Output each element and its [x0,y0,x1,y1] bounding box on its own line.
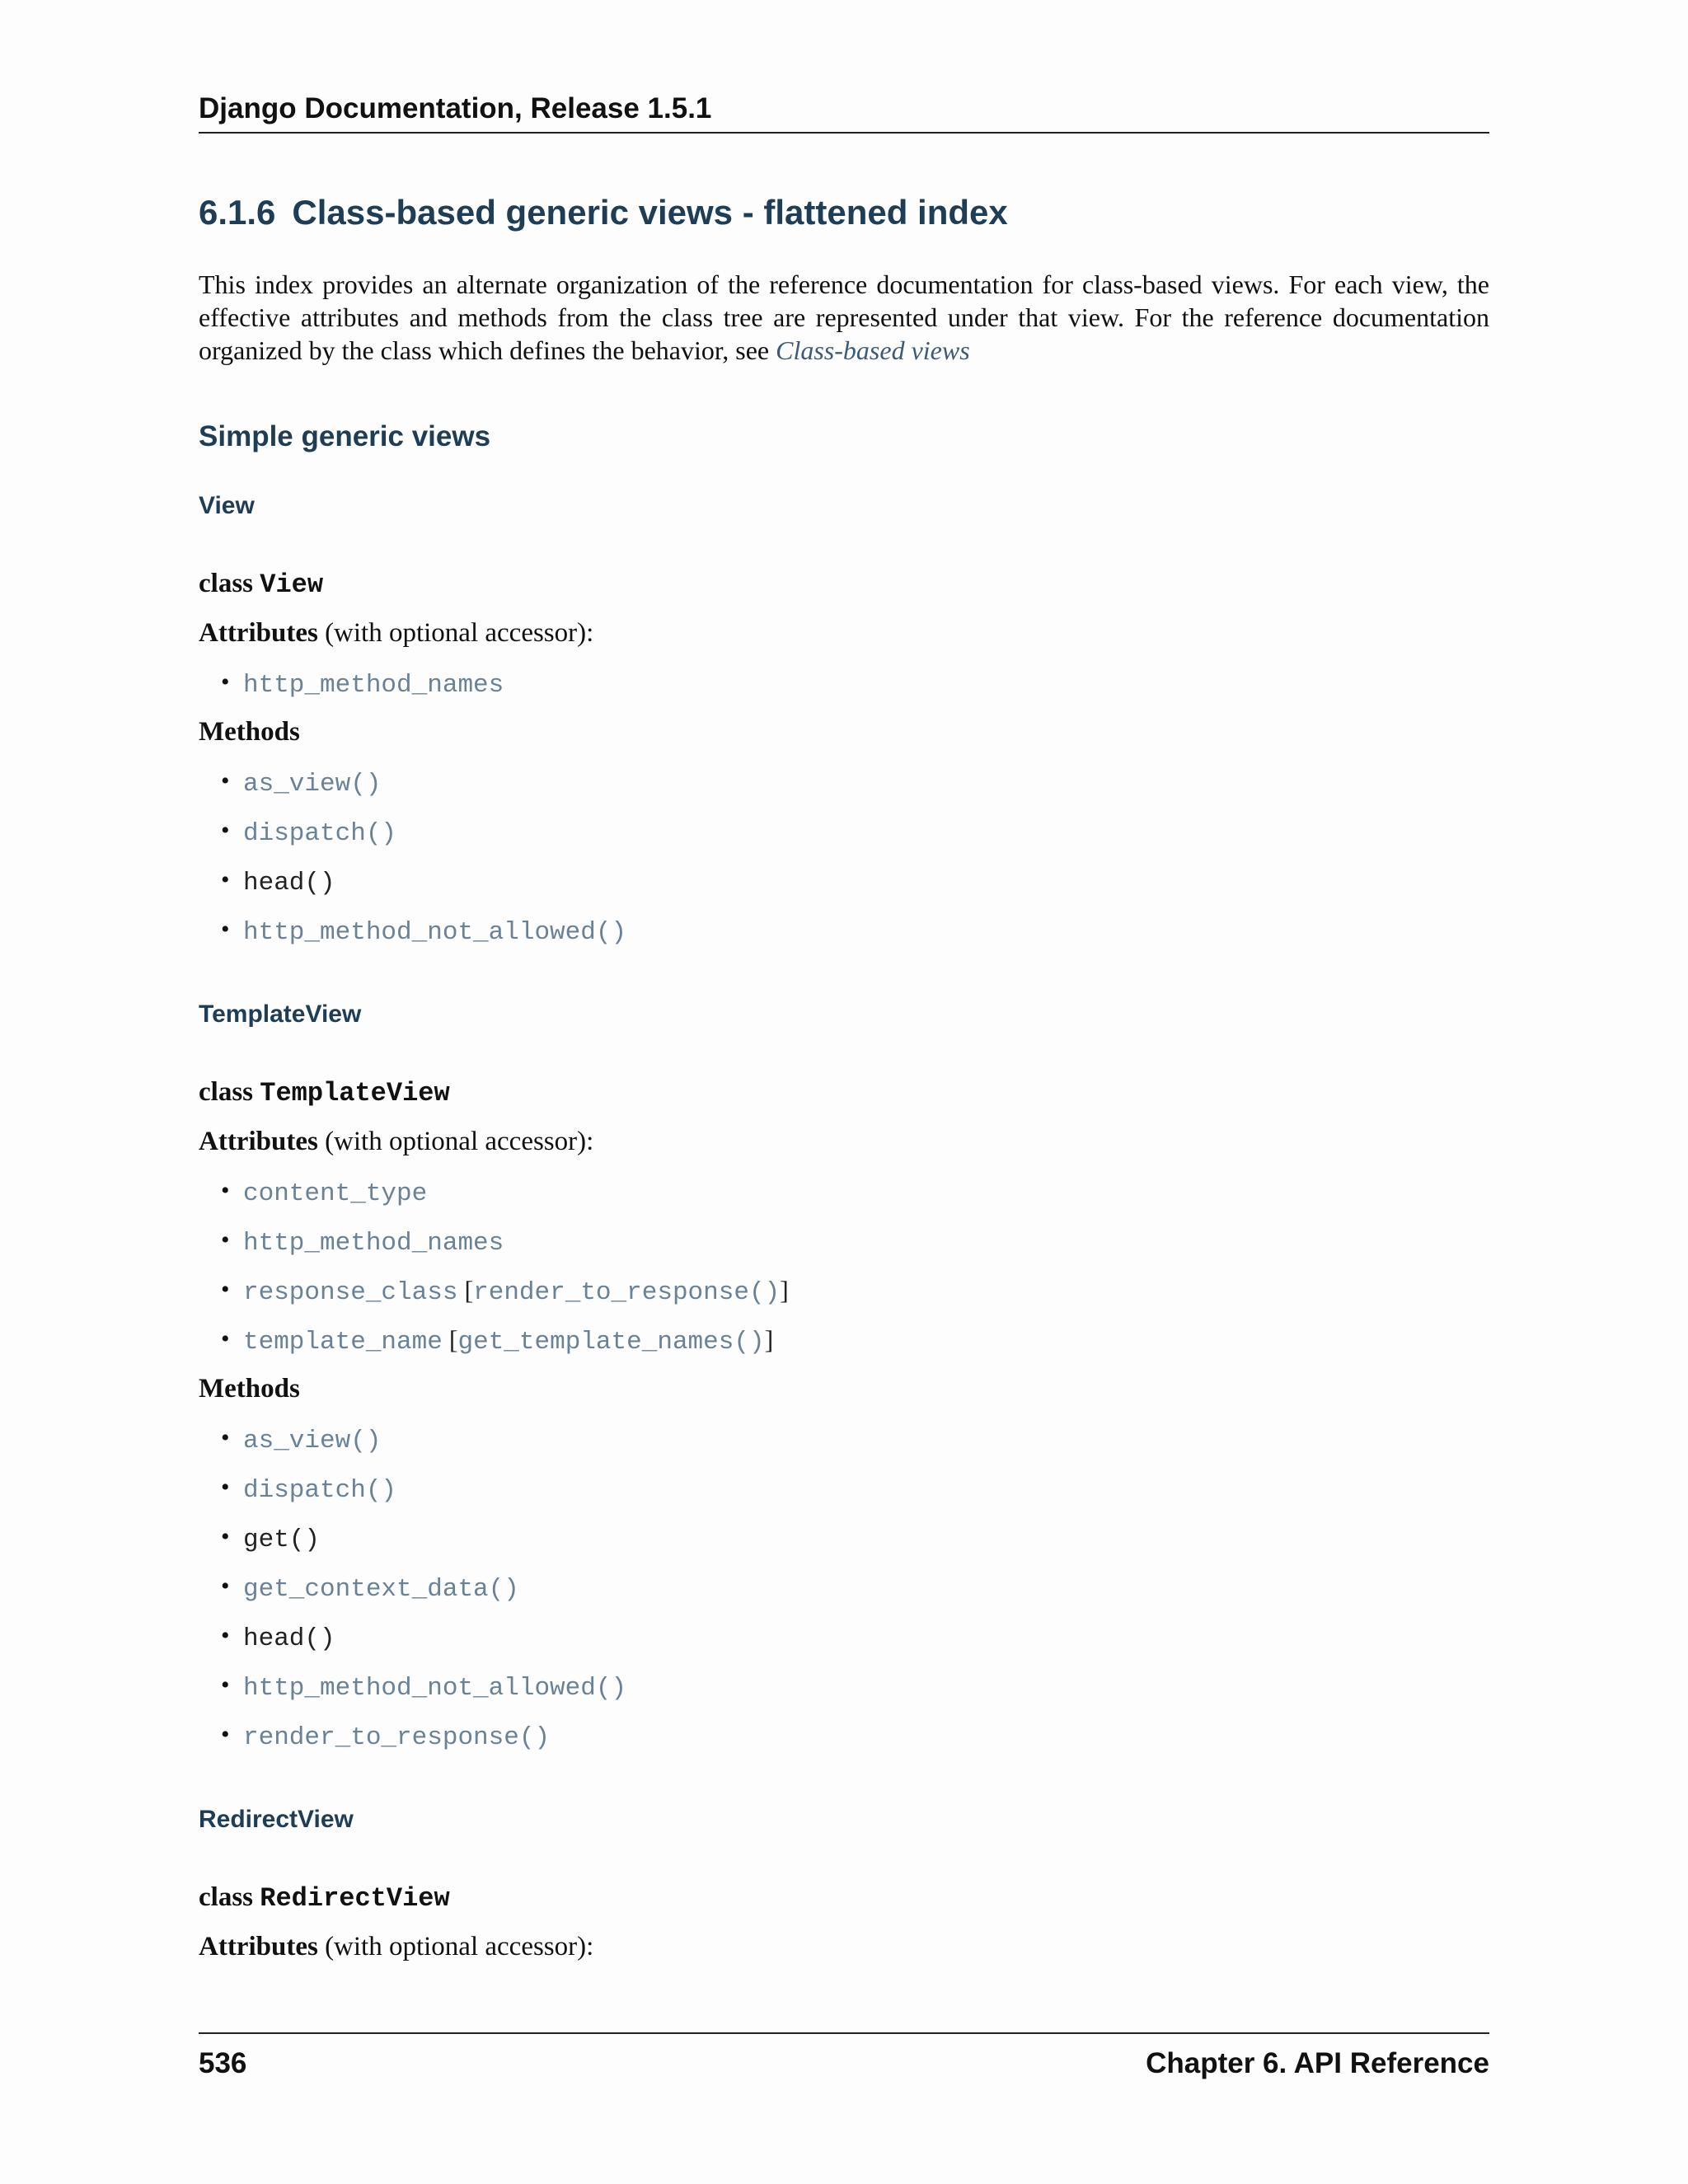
class-keyword: class [199,1077,253,1107]
attributes-label [199,616,593,649]
list-item [221,913,627,947]
attributes-label-bold: Attributes [199,618,318,648]
page-number: 536 [199,2047,247,2079]
open-bracket: [ [448,1324,458,1354]
accessor-link[interactable]: render_to_response() [473,1278,781,1307]
bullet: • [221,866,230,893]
list-item [221,1471,397,1505]
bullet: • [221,1671,230,1699]
list-item [221,1273,789,1307]
methods-label [199,715,300,748]
running-header [199,91,1489,134]
method-link[interactable]: http_method_not_allowed() [243,918,627,947]
accessor-link[interactable]: get_template_names() [457,1328,765,1357]
list-item [221,666,504,700]
attributes-label-bold: Attributes [199,1932,318,1961]
class-name: RedirectView [260,1883,450,1914]
method-name: get() [243,1526,321,1554]
bullet: • [221,916,230,943]
bullet: • [221,1276,230,1303]
class-keyword: class [199,569,253,598]
attribute-link[interactable]: content_type [243,1179,428,1208]
section-number: 6.1.6 [199,193,276,232]
class-based-views-link[interactable]: Class-based views [776,335,970,365]
methods-label [199,1372,300,1405]
list-item [221,1174,428,1208]
method-link[interactable]: as_view() [243,1427,382,1455]
list-item [221,1669,627,1703]
class-signature [199,1076,450,1110]
methods-label-bold: Methods [199,717,300,747]
list-item [221,1422,382,1455]
bullet: • [221,817,230,844]
section-heading [199,191,1008,234]
section-title: Class-based generic views - flattened index [292,193,1008,232]
class-keyword: class [199,1882,253,1912]
attribute-link[interactable]: http_method_names [243,1229,504,1258]
class-signature [199,567,323,602]
open-bracket: [ [464,1275,474,1305]
view-heading: RedirectView [199,1806,354,1833]
attributes-label-suffix: (with optional accessor): [317,1932,594,1961]
attributes-label [199,1930,593,1963]
class-name: TemplateView [260,1078,450,1108]
class-name: View [260,569,324,600]
method-link[interactable]: as_view() [243,770,382,799]
view-heading: TemplateView [199,1001,362,1028]
view-heading: View [199,492,255,519]
attributes-label [199,1125,593,1158]
method-name: head() [243,869,335,898]
subsection-heading: Simple generic views [199,420,491,452]
method-link[interactable]: render_to_response() [243,1723,551,1752]
header-title: Django Documentation, Release 1.5.1 [199,92,712,124]
running-footer [199,2032,1489,2082]
bullet: • [221,1424,230,1451]
bullet: • [221,1474,230,1501]
chapter-title: Chapter 6. API Reference [1146,2047,1489,2079]
list-item [221,1323,774,1357]
bullet: • [221,1226,230,1254]
methods-label-bold: Methods [199,1374,300,1404]
class-signature [199,1881,450,1915]
bullet: • [221,1572,230,1600]
list-item [221,1619,335,1653]
bullet: • [221,1721,230,1748]
list-item [221,1521,321,1554]
attribute-link[interactable]: response_class [243,1278,458,1307]
list-item [221,1718,551,1752]
attributes-label-suffix: (with optional accessor): [317,618,594,648]
method-link[interactable]: http_method_not_allowed() [243,1674,627,1703]
close-bracket: ] [780,1275,789,1305]
list-item [221,1570,519,1604]
list-item [221,864,335,898]
intro-text: This index provides an alternate organization of the reference documentation for class-based views. For each view, the effective attributes and methods from the class tree are represented under that view. For the reference documentation organized by the class which defines the behavior, see [199,269,1489,365]
method-link[interactable]: dispatch() [243,1476,397,1505]
close-bracket: ] [764,1324,774,1354]
intro-paragraph [199,268,1489,367]
attribute-link[interactable]: http_method_names [243,671,504,700]
attribute-link[interactable]: template_name [243,1328,443,1357]
bullet: • [221,668,230,696]
list-item [221,765,382,799]
attributes-label-suffix: (with optional accessor): [317,1127,594,1156]
attributes-label-bold: Attributes [199,1127,318,1156]
method-link[interactable]: dispatch() [243,819,397,848]
bullet: • [221,1325,230,1352]
bullet: • [221,1177,230,1204]
bullet: • [221,1622,230,1649]
bullet: • [221,767,230,794]
bullet: • [221,1523,230,1550]
method-name: head() [243,1624,335,1653]
method-link[interactable]: get_context_data() [243,1575,519,1604]
list-item [221,1224,504,1258]
list-item [221,814,397,848]
